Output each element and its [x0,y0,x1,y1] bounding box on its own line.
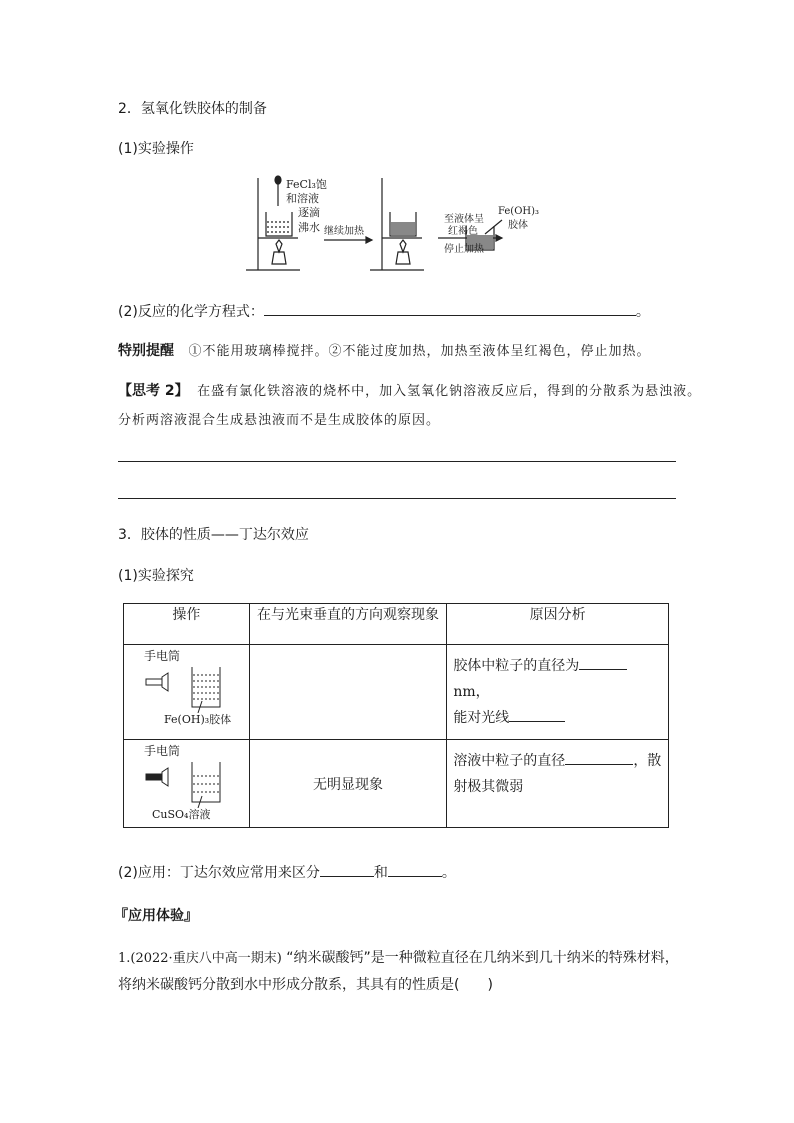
think-2 [118,380,701,400]
think-text-2: 分析两溶液混合生成悬浊液而不是生成胶体的原因。 [118,413,441,428]
section-2-title: 2．氢氧化铁胶体的制备 [118,101,267,117]
tip-label: 特别提醒 [118,343,174,359]
reason-cell-solution [447,740,669,828]
application-a: (2)应用：丁达尔效应常用来区分 [118,865,320,881]
equation-question [118,301,650,321]
question-1-line-1 [118,947,679,967]
diagram-drop-label: 逐滴 [298,206,320,219]
diagram-arrow2-bot: 停止加热 [444,244,484,255]
phenomenon-cell-solution: 无明显现象 [249,740,447,828]
answer-line-2[interactable] [118,498,676,499]
special-tip [118,340,650,360]
application-b: 和 [373,865,388,881]
think-label: 【思考 2】 [118,383,189,399]
q1-text-2: 将纳米碳酸钙分散到水中形成分散系，其具有的性质是( ) [118,977,493,993]
section-2-sub1: (1)实验操作 [118,141,194,157]
application-question [118,862,456,882]
practice-heading: 『应用体验』 [114,908,198,924]
application-c: 。 [441,865,456,881]
reason-colloid-b: 能对光线 [453,710,510,726]
header-phenomenon: 在与光束垂直的方向观察现象 [249,604,447,645]
operation-cell-solution [124,740,250,828]
colloid-light-blank[interactable] [509,721,565,722]
flashlight-label: 手电筒 [144,744,181,758]
tyndall-experiment-table [123,603,669,828]
phenomenon-cell-colloid [249,645,447,740]
equation-label: (2)反应的化学方程式： [118,304,264,320]
table-row [124,740,669,828]
header-operation: 操作 [124,604,250,645]
tip-text: ①不能用玻璃棒搅拌。②不能过度加热，加热至液体呈红褐色，停止加热。 [188,344,651,359]
application-blank-1[interactable] [320,876,374,877]
colloid-beaker-label: Fe(OH)₃胶体 [164,713,232,726]
section-3-title: 3．胶体的性质——丁达尔效应 [118,527,309,543]
q1-source: 1.(2022·重庆八中高一期末) [118,951,282,966]
diagram-boil-label: 沸水 [298,221,320,234]
flashlight-colloid-icon [144,663,244,713]
diagram-reagent-label: FeCl₃饱 [286,178,327,191]
think-text-1: 在盛有氯化铁溶液的烧杯中，加入氢氧化钠溶液反应后，得到的分散系为悬浊液。 [197,384,702,399]
diagram-arrow1-label: 继续加热 [324,226,364,237]
header-reason: 原因分析 [447,604,669,645]
reason-colloid-a: 胶体中粒子的直径为 [453,658,580,674]
reason-solution-c: 射极其微弱 [453,779,524,795]
operation-cell-colloid [124,645,250,740]
section-3-sub1: (1)实验探究 [118,568,194,584]
application-blank-2[interactable] [388,876,442,877]
equation-end: 。 [635,304,650,320]
flashlight-solution-icon [144,758,244,808]
diagram-arrow2-mid: 红褐色 [448,226,478,237]
diagram-reagent-label-2: 和溶液 [286,192,319,205]
reason-solution-a: 溶液中粒子的直径 [453,753,566,769]
diagram-arrow2-top: 至液体呈 [444,214,484,225]
reason-solution-b: ，散 [633,753,662,769]
diagram-product-label-2: 胶体 [508,220,528,231]
ferric-hydroxide-setup-diagram [240,172,580,276]
q1-text-1: “纳米碳酸钙”是一种微粒直径在几纳米到几十纳米的特殊材料， [286,950,679,966]
colloid-diameter-blank[interactable] [579,669,627,670]
solution-diameter-blank[interactable] [565,764,633,765]
solution-beaker-label: CuSO₄溶液 [152,808,211,821]
table-row [124,645,669,740]
diagram-product-label: Fe(OH)₃ [498,206,540,217]
equation-blank[interactable] [264,315,636,316]
reason-cell-colloid [447,645,669,740]
flashlight-label: 手电筒 [144,649,181,663]
reason-colloid-unit: nm， [453,684,490,700]
answer-line-1[interactable] [118,461,676,462]
